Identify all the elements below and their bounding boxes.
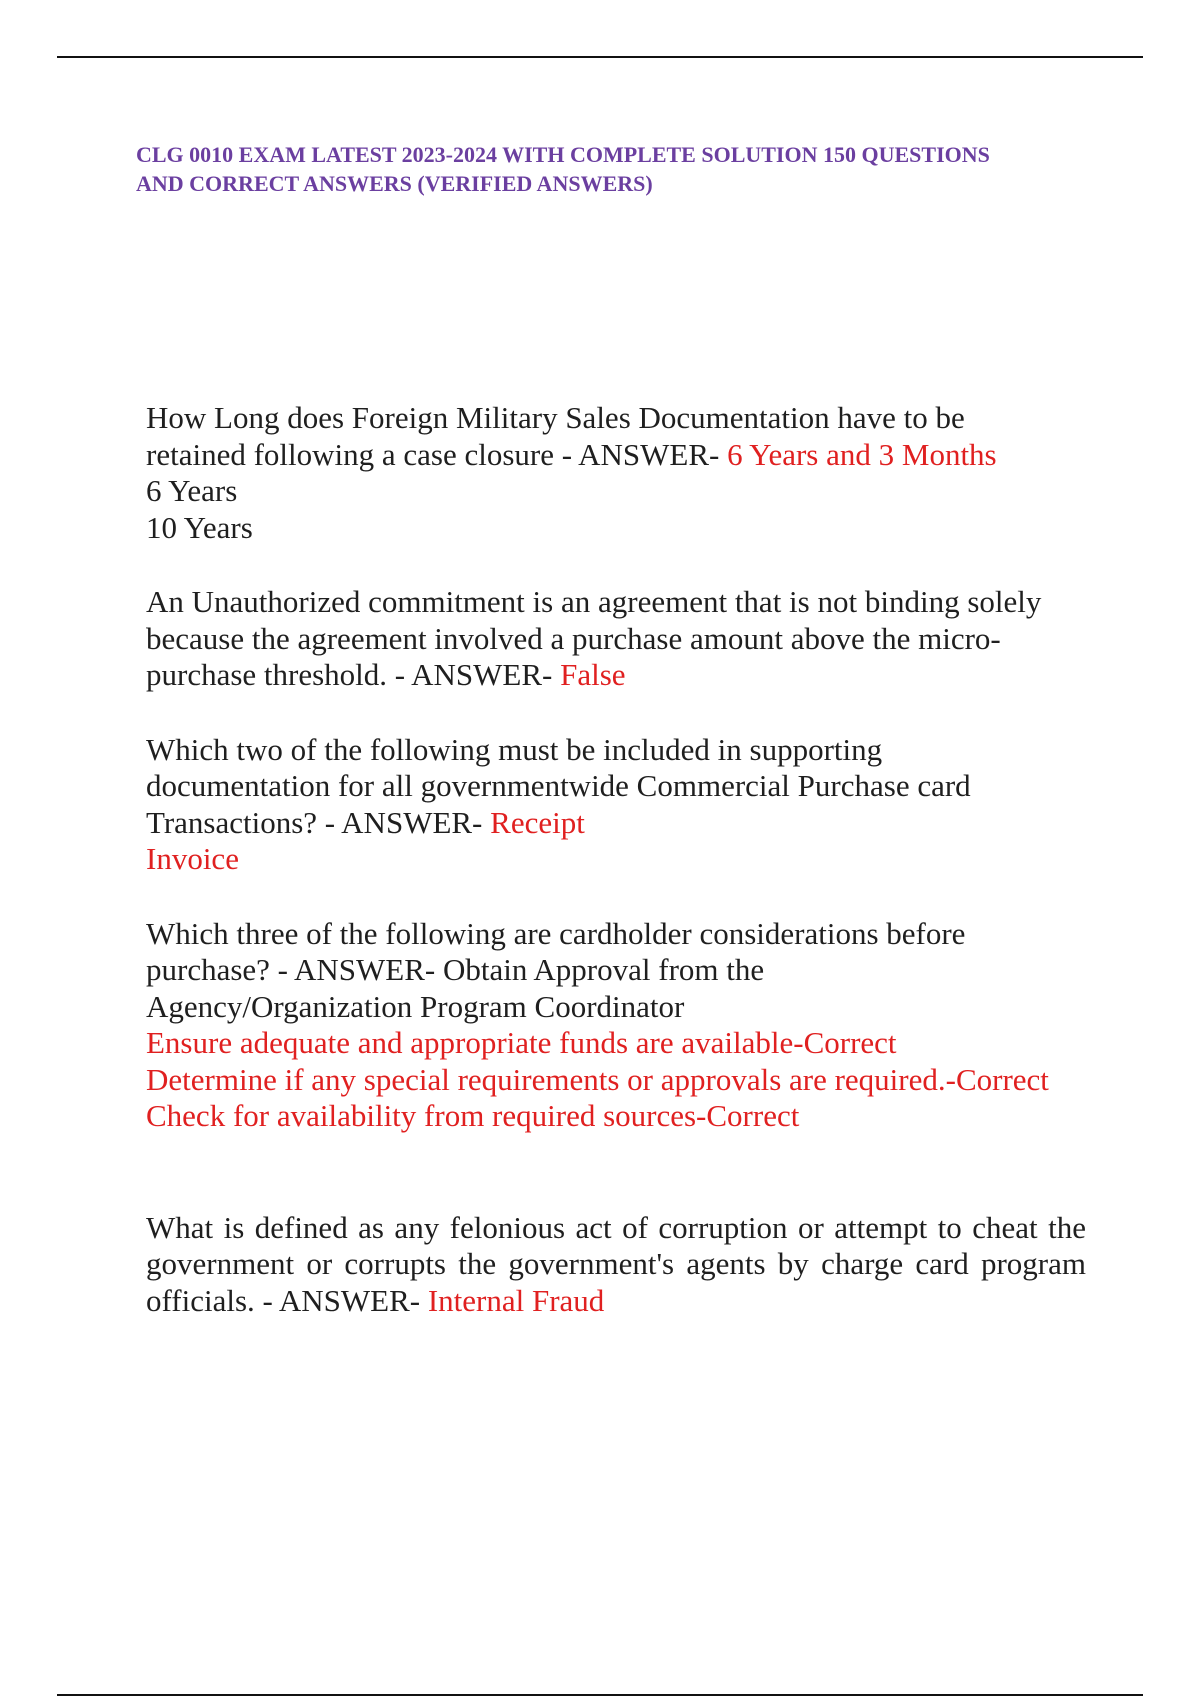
bottom-rule bbox=[57, 1694, 1143, 1696]
question-2-line-1: An Unauthorized commitment is an agreement that is not binding solely bbox=[146, 584, 1042, 619]
question-5-line-1: What is defined as any felonious act of corruption or attempt to cheat bbox=[146, 1209, 1038, 1245]
question-1 bbox=[146, 400, 1086, 546]
question-4-line-1: Which three of the following are cardholder considerations before bbox=[146, 915, 966, 951]
question-3 bbox=[146, 732, 1086, 878]
question-5-prompt-end: program officials. - ANSWER- bbox=[146, 1246, 1087, 1318]
question-4-line-2: purchase? - ANSWER- Obtain Approval from the bbox=[146, 952, 765, 987]
question-1-option-2: 10 Years bbox=[146, 509, 253, 545]
question-2 bbox=[146, 584, 1086, 694]
question-3-answer-1: Receipt bbox=[490, 804, 585, 840]
top-rule bbox=[57, 56, 1143, 58]
question-3-prompt-end: Transactions? - ANSWER- bbox=[146, 804, 491, 840]
question-2-line-3 bbox=[146, 657, 1086, 694]
question-1-line-2 bbox=[146, 437, 1086, 474]
question-1-prompt-end: retained following a case closure - ANSWER- bbox=[146, 436, 728, 472]
question-5-answer: Internal Fraud bbox=[427, 1282, 605, 1318]
question-2-line-2: because the agreement involved a purchase amount above the micro- bbox=[146, 620, 1001, 656]
question-4-line-3: Agency/Organization Program Coordinator bbox=[146, 988, 685, 1024]
question-5-text bbox=[146, 1210, 1086, 1320]
question-2-prompt-end: purchase threshold. - ANSWER- bbox=[146, 657, 561, 692]
question-3-line-1: Which two of the following must be included in supporting bbox=[146, 731, 883, 767]
title-line-2: AND CORRECT ANSWERS (VERIFIED ANSWERS) bbox=[136, 171, 653, 196]
question-1-answer: 6 Years and 3 Months bbox=[727, 436, 997, 472]
question-4-answer-2: Determine if any special requirements or approvals are required.-Correct bbox=[146, 1061, 1049, 1097]
question-3-line-2: documentation for all governmentwide Commercial Purchase card bbox=[146, 768, 971, 803]
question-5-line-2: the government or corrupts the government's agents by charge card bbox=[146, 1209, 1086, 1281]
question-1-line-1: How Long does Foreign Military Sales Documentation have to be bbox=[146, 400, 965, 435]
question-5 bbox=[146, 1210, 1086, 1320]
question-3-answer-2: Invoice bbox=[146, 841, 239, 876]
title-line-1: CLG 0010 EXAM LATEST 2023-2024 WITH COMPLETE SOLUTION 150 QUESTIONS bbox=[136, 142, 990, 167]
question-4-answer-1: Ensure adequate and appropriate funds are available-Correct bbox=[146, 1025, 897, 1060]
question-2-answer: False bbox=[560, 657, 626, 692]
document-title bbox=[136, 140, 1096, 198]
question-list bbox=[146, 400, 1086, 1319]
question-1-option-1: 6 Years bbox=[146, 473, 238, 508]
question-4 bbox=[146, 916, 1086, 1135]
question-3-line-3 bbox=[146, 805, 1086, 842]
question-4-answer-3: Check for availability from required sources-Correct bbox=[146, 1098, 800, 1133]
